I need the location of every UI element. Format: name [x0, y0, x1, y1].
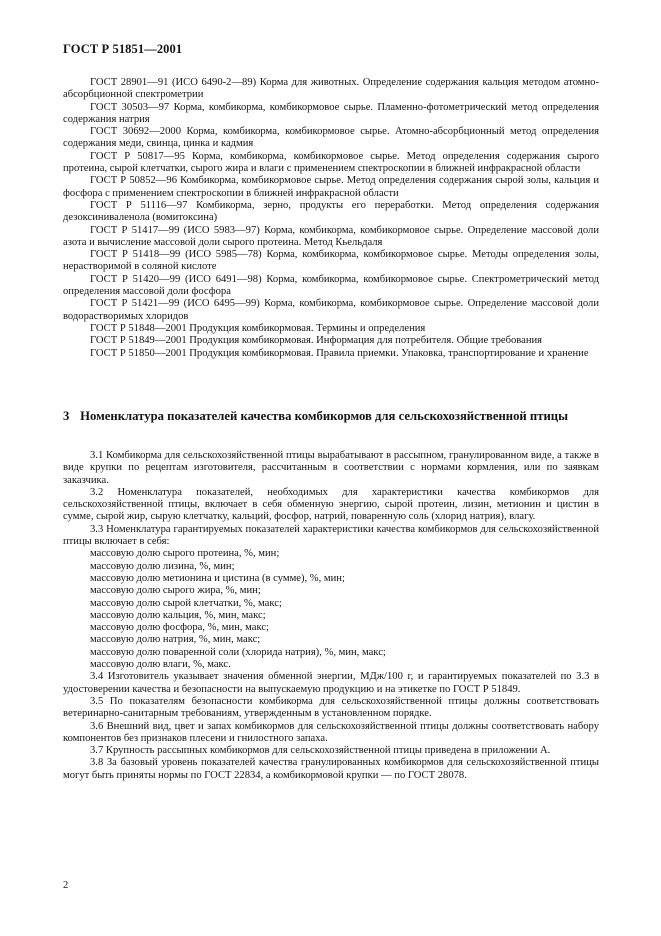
- paragraph-3-8: 3.8 За базовый уровень показателей качества гранулированных комбикормов для сельскохозяйственной птицы могут быть приняты нормы по ГОСТ 22834, а комбикормовой крупки — по ГОСТ 28078.: [63, 757, 599, 781]
- reference-item: ГОСТ Р 50817—95 Корма, комбикорма, комбикормовое сырье. Метод определения содержания сырого протеина, сырой клетчатки, сырого жира и влаги с применением спектроскопии в ближней инфракрасной области: [63, 150, 599, 175]
- list-item: массовую долю метионина и цистина (в сумме), %, мин;: [90, 572, 345, 584]
- list-item: массовую долю поваренной соли (хлорида натрия), %, мин, макс;: [90, 646, 386, 658]
- reference-item: ГОСТ Р 51850—2001 Продукция комбикормовая. Правила приемки. Упаковка, транспортирование и хранение: [90, 347, 589, 359]
- list-item: массовую долю сырого протеина, %, мин;: [90, 548, 280, 560]
- section-body: [63, 450, 599, 782]
- paragraph-3-2: 3.2 Номенклатура показателей, необходимых для характеристики качества комбикормов для сельскохозяйственной птицы, включает в себя обменную энергию, сырой протеин, лизин, метионин и цистин в сумме, сырой жир, сырую клетчатку, кальций, фосфор, натрий, поваренную соль (хлорид натрия), влагу.: [63, 486, 599, 523]
- page-number: 2: [63, 880, 69, 891]
- indicator-list: [63, 548, 599, 671]
- list-item: массовую долю фосфора, %, мин, макс;: [90, 622, 269, 634]
- reference-item: ГОСТ Р 51420—99 (ИСО 6491—98) Корма, комбикорма, комбикормовое сырье. Спектрометрический метод определения массовой доли фосфора: [63, 273, 599, 298]
- reference-item: ГОСТ Р 51849—2001 Продукция комбикормовая. Информация для потребителя. Общие требования: [90, 335, 543, 347]
- paragraph-3-3: 3.3 Номенклатура гарантируемых показателей характеристики качества комбикормов для сельскохозяйственной птицы включает в себя:: [63, 523, 599, 548]
- list-item: массовую долю кальция, %, мин, макс;: [90, 609, 266, 621]
- reference-item: ГОСТ 30503—97 Корма, комбикорма, комбикормовое сырье. Пламенно-фотометрический метод определения содержания натрия: [63, 101, 599, 125]
- reference-item: ГОСТ 30692—2000 Корма, комбикорма, комбикормовое сырье. Атомно-абсорбционный метод определения содержания меди, свинца, цинка и кадмия: [63, 126, 599, 150]
- reference-item: ГОСТ Р 51418—99 (ИСО 5985—78) Корма, комбикорма, комбикормовое сырье. Методы определения золы, нерастворимой в соляной кислоте: [63, 249, 599, 273]
- list-item: массовую долю сырого жира, %, мин;: [90, 585, 261, 597]
- section-number: 3: [63, 409, 70, 423]
- reference-item: ГОСТ Р 50852—96 Комбикорма, комбикормовое сырье. Метод определения содержания сырой золы, кальция и фосфора с применением спектроскопии в ближней инфракрасной области: [63, 175, 599, 199]
- section-title-text: Номенклатура показателей качества комбикормов для сельскохозяйственной птицы: [80, 409, 568, 423]
- list-item: массовую долю натрия, %, мин, макс;: [90, 634, 261, 646]
- paragraph-3-7: 3.7 Крупность рассыпных комбикормов для сельскохозяйственной птицы приведена в приложении А.: [90, 745, 551, 757]
- list-item: массовую долю лизина, %, мин;: [90, 560, 235, 572]
- reference-item: ГОСТ Р 51116—97 Комбикорма, зерно, продукты его переработки. Метод определения содержания дезоксиниваленола (вомитоксина): [63, 199, 599, 224]
- paragraph-3-4: 3.4 Изготовитель указывает значения обменной энергии, МДж/100 г, и гарантируемых показателей по 3.3 в удостоверении качества и безопасности на выпускаемую продукцию и на этикетке по ГОСТ Р 51849.: [63, 671, 599, 695]
- normative-references-list: [63, 77, 599, 360]
- section-heading: [63, 408, 599, 424]
- reference-item: ГОСТ 28901—91 (ИСО 6490-2—89) Корма для животных. Определение содержания кальция методом атомно-абсорбционной спектрометрии: [63, 77, 599, 101]
- paragraph-3-6: 3.6 Внешний вид, цвет и запах комбикормов для сельскохозяйственной птицы должны соответствовать набору компонентов без признаков плесени и гнилостного запаха.: [63, 720, 599, 744]
- list-item: массовую долю влаги, %, макс.: [90, 659, 231, 671]
- document-header: ГОСТ Р 51851—2001: [63, 42, 183, 56]
- list-item: массовую долю сырой клетчатки, %, макс;: [90, 597, 282, 609]
- reference-item: ГОСТ Р 51417—99 (ИСО 5983—97) Корма, комбикорма, комбикормовое сырье. Определение массовой доли азота и вычисление массовой доли сырого протеина. Метод Кьельдаля: [63, 224, 599, 248]
- paragraph-3-1: 3.1 Комбикорма для сельскохозяйственной птицы вырабатывают в рассыпном, гранулированном виде, а также в виде крупки по рецептам изготовителя, рассчитанным в соответствии с нормами кормления, или по заявкам заказчика.: [63, 450, 599, 486]
- paragraph-3-5: 3.5 По показателям безопасности комбикорма для сельскохозяйственной птицы должны соответствовать ветеринарно-санитарным требованиям, утвержденным в установленном порядке.: [63, 695, 599, 720]
- reference-item: ГОСТ Р 51848—2001 Продукция комбикормовая. Термины и определения: [90, 322, 426, 334]
- reference-item: ГОСТ Р 51421—99 (ИСО 6495—99) Корма, комбикорма, комбикормовое сырье. Определение массовой доли водорастворимых хлоридов: [63, 298, 599, 322]
